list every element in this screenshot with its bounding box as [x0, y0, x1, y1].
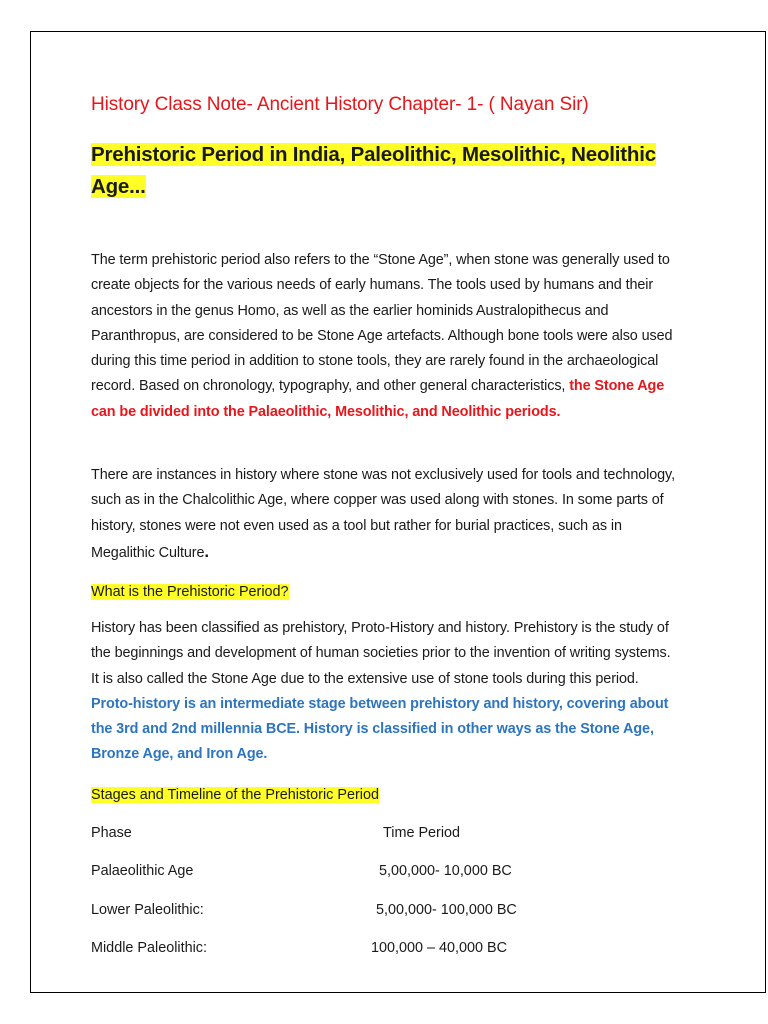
- page-heading-text: Prehistoric Period in India, Paleolithic, Mesolithic, Neolithic Age...: [91, 143, 656, 198]
- stone-use-end: .: [204, 541, 209, 561]
- document-page: [30, 31, 766, 993]
- section-heading-prehistoric-period: [91, 581, 289, 603]
- timeline-row: [91, 860, 691, 882]
- prehistory-emphasis: Proto-history is an intermediate stage between prehistory and history, covering about the 3rd and 2nd millennia BCE. History is classified in other ways as the Stone Age, Bronze Age, and Iron Age.: [91, 695, 669, 763]
- timeline-header-phase: Phase: [91, 825, 132, 841]
- timeline-header-row: [91, 822, 691, 844]
- intro-emphasis: the Stone Age can be divided into the Palaeolithic, Mesolithic, and Neolithic periods.: [91, 378, 665, 420]
- stone-use-text: There are instances in history where stone was not exclusively used for tools and technology, such as in the Chalcolithic Age, where copper was used along with stones. In some parts of history, stones were not even used as a tool but rather for burial practices, such as in Megalithic Culture: [91, 467, 675, 561]
- timeline-row-period: 5,00,000- 10,000 BC: [379, 863, 512, 879]
- section-heading-stages-timeline: [91, 784, 379, 806]
- stone-use-paragraph: [91, 463, 681, 566]
- timeline-row-phase: Lower Paleolithic:: [91, 902, 204, 918]
- intro-text: The term prehistoric period also refers to the “Stone Age”, when stone was generally used to create objects for the various needs of early humans. The tools used by humans and their ancestors in the genus Homo, as well as the earlier hominids Australopithecus and Paranthropus, are considered to be Stone Age artefacts. Although bone tools were also used during this time period in addition to stone tools, they are rarely found in the archaeological record. Based on chronology, typography, and other general characteristics,: [91, 252, 673, 395]
- section-heading-stages-timeline-text: Stages and Timeline of the Prehistoric Period: [91, 787, 379, 803]
- document-title: History Class Note- Ancient History Chapter- 1- ( Nayan Sir): [91, 94, 589, 115]
- prehistory-text: History has been classified as prehistory, Proto-History and history. Prehistory is the study of the beginnings and development of human societies prior to the invention of writing systems. It is also called the Stone Age due to the extensive use of stone tools during this period.: [91, 620, 671, 687]
- timeline-row-phase: Palaeolithic Age: [91, 863, 194, 879]
- timeline-row: [91, 899, 691, 921]
- timeline-header-period: Time Period: [383, 825, 461, 841]
- timeline-row-period: 5,00,000- 100,000 BC: [376, 902, 517, 918]
- intro-paragraph: [91, 248, 681, 425]
- page-heading: [91, 139, 661, 203]
- timeline-row-phase: Middle Paleolithic:: [91, 940, 207, 956]
- prehistory-paragraph: [91, 616, 681, 768]
- timeline-row-period: 100,000 – 40,000 BC: [371, 940, 508, 956]
- section-heading-prehistoric-period-text: What is the Prehistoric Period?: [91, 584, 289, 600]
- timeline-row: [91, 937, 691, 959]
